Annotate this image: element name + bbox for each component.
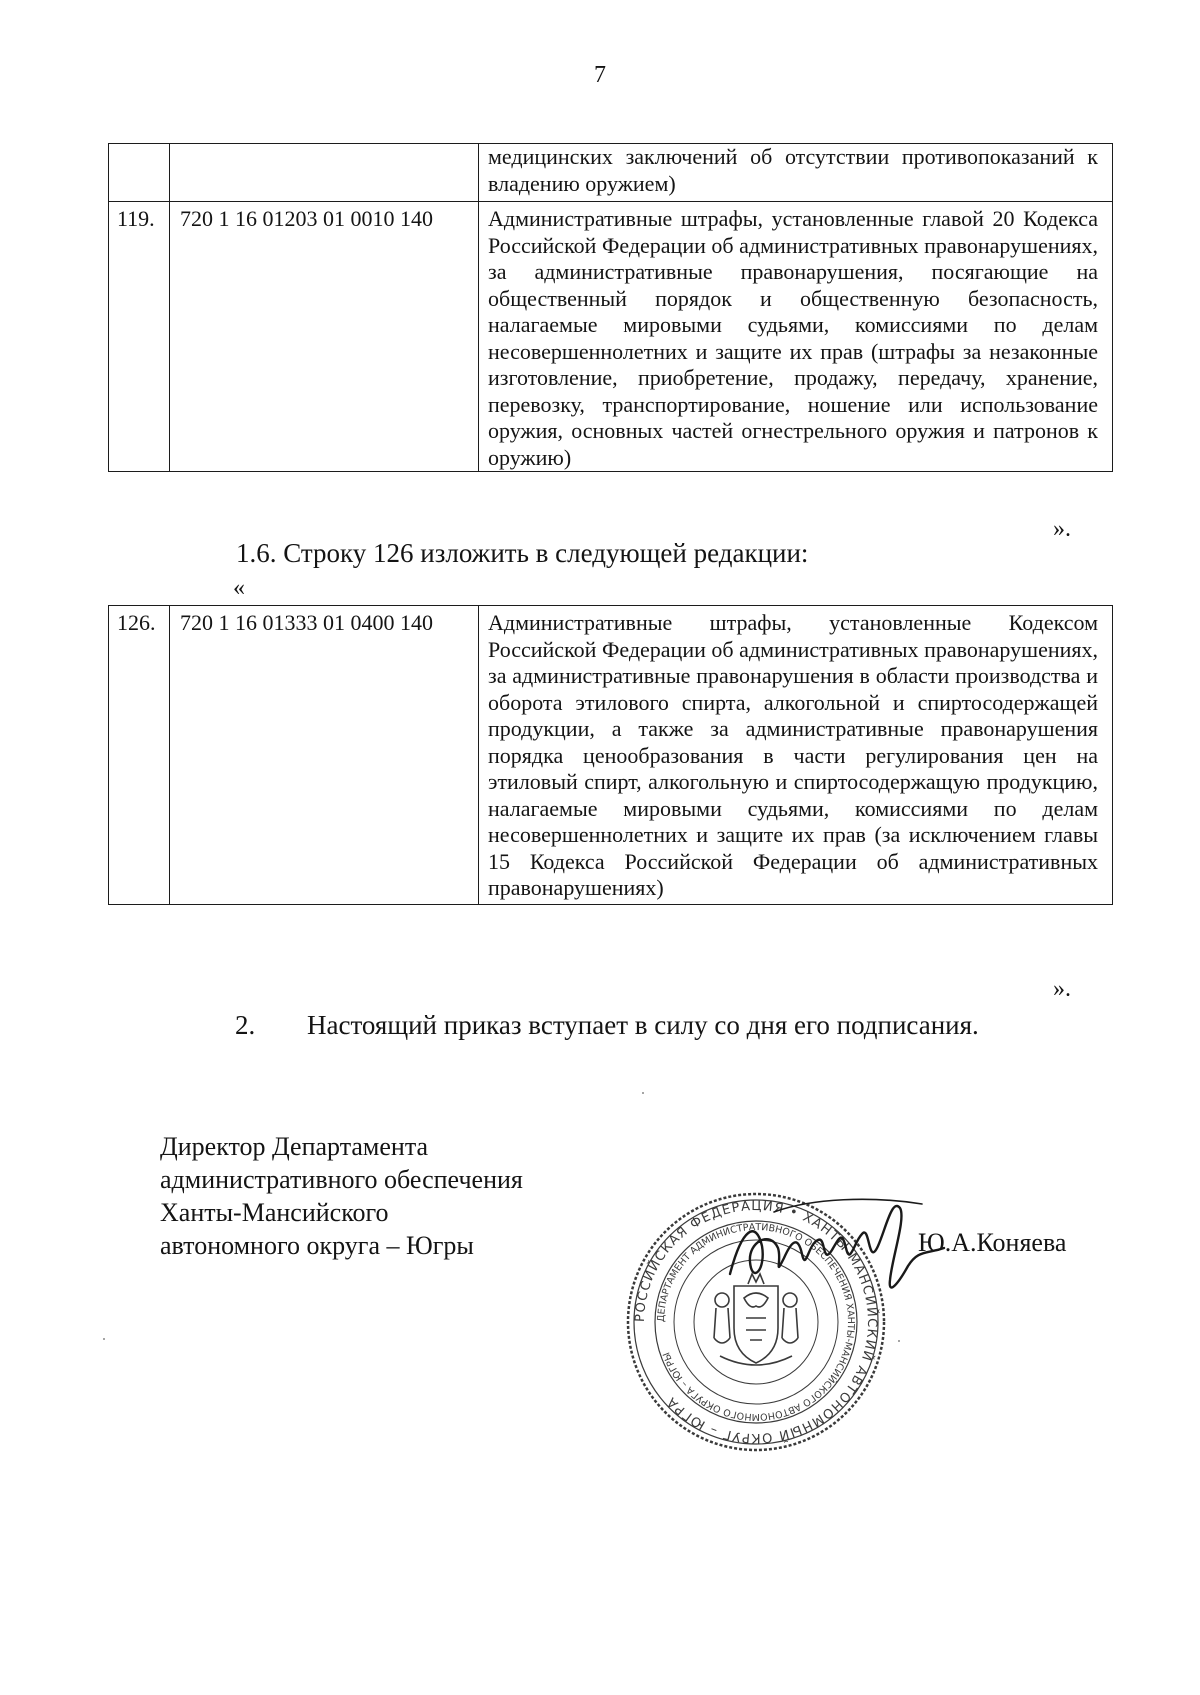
- row-number: [109, 144, 170, 202]
- paragraph-heading: 1.6. Строку 126 изложить в следующей редакции:: [236, 538, 809, 568]
- signer-position: [160, 1130, 523, 1262]
- scan-speck: [103, 1338, 105, 1340]
- table-row: [109, 606, 1113, 905]
- closing-quote: ».: [1053, 976, 1071, 1002]
- signer-position-line: Ханты-Мансийского: [160, 1198, 389, 1227]
- row-description: Административные штрафы, установленные главой 20 Кодекса Российской Федерации об административных правонарушениях, за административные правонарушения, посягающие на общественный порядок и общественную безопасность, налагаемые мировыми судьями, комиссиями по делам несовершеннолетних и защите их прав (штрафы за незаконные изготовление, приобретение, продажу, передачу, хранение, перевозку, транспортирование, ношение или использование оружия, основных частей огнестрельного оружия и патронов к оружию): [479, 202, 1113, 472]
- table-row: [109, 202, 1113, 472]
- clause-number: 2.: [235, 1010, 256, 1040]
- opening-quote: «: [233, 575, 245, 601]
- page-number: 7: [594, 62, 606, 88]
- scan-speck: [642, 1092, 644, 1094]
- signer-position-line: автономного округа – Югры: [160, 1231, 474, 1260]
- codes-table-row-126: [108, 605, 1113, 905]
- codes-table-continuation: [108, 143, 1113, 472]
- row-number: 126.: [109, 606, 170, 905]
- signer-position-line: административного обеспечения: [160, 1165, 523, 1194]
- row-code: 720 1 16 01203 01 0010 140: [170, 202, 479, 472]
- row-code: [170, 144, 479, 202]
- row-code: 720 1 16 01333 01 0400 140: [170, 606, 479, 905]
- table-row: [109, 144, 1113, 202]
- signer-name: Ю.А.Коняева: [918, 1228, 1067, 1257]
- closing-quote: ».: [1053, 516, 1071, 542]
- clause-text: Настоящий приказ вступает в силу со дня его подписания.: [307, 1010, 979, 1040]
- scan-speck: [898, 1340, 900, 1342]
- clause-2: [235, 1010, 979, 1041]
- row-number: 119.: [109, 202, 170, 472]
- row-description: медицинских заключений об отсутствии противопоказаний к владению оружием): [479, 144, 1113, 202]
- row-description: Административные штрафы, установленные Кодексом Российской Федерации об административных правонарушениях, за административные правонарушения в области производства и оборота этилового спирта, алкогольной и спиртосодержащей продукции, а также за административные правонарушения порядка ценообразования в части регулирования цен на этиловый спирт, алкогольную и спиртосодержащую продукцию, налагаемые мировыми судьями, комиссиями по делам несовершеннолетних и защите их прав (за исключением главы 15 Кодекса Российской Федерации об административных правонарушениях): [479, 606, 1113, 905]
- seal-inner-text: ДЕПАРТАМЕНТ АДМИНИСТРАТИВНОГО ОБЕСПЕЧЕНИЯ ХАНТЫ-МАНСИЙСКОГО АВТОНОМНОГО ОКРУГА – ЮГРЫ: [655, 1221, 857, 1423]
- signer-position-line: Директор Департамента: [160, 1132, 429, 1161]
- seal-outer-text: РОССИЙСКАЯ ФЕДЕРАЦИЯ • ХАНТЫ-МАНСИЙСКИЙ АВТОНОМНЫЙ ОКРУГ – ЮГРА: [632, 1198, 880, 1446]
